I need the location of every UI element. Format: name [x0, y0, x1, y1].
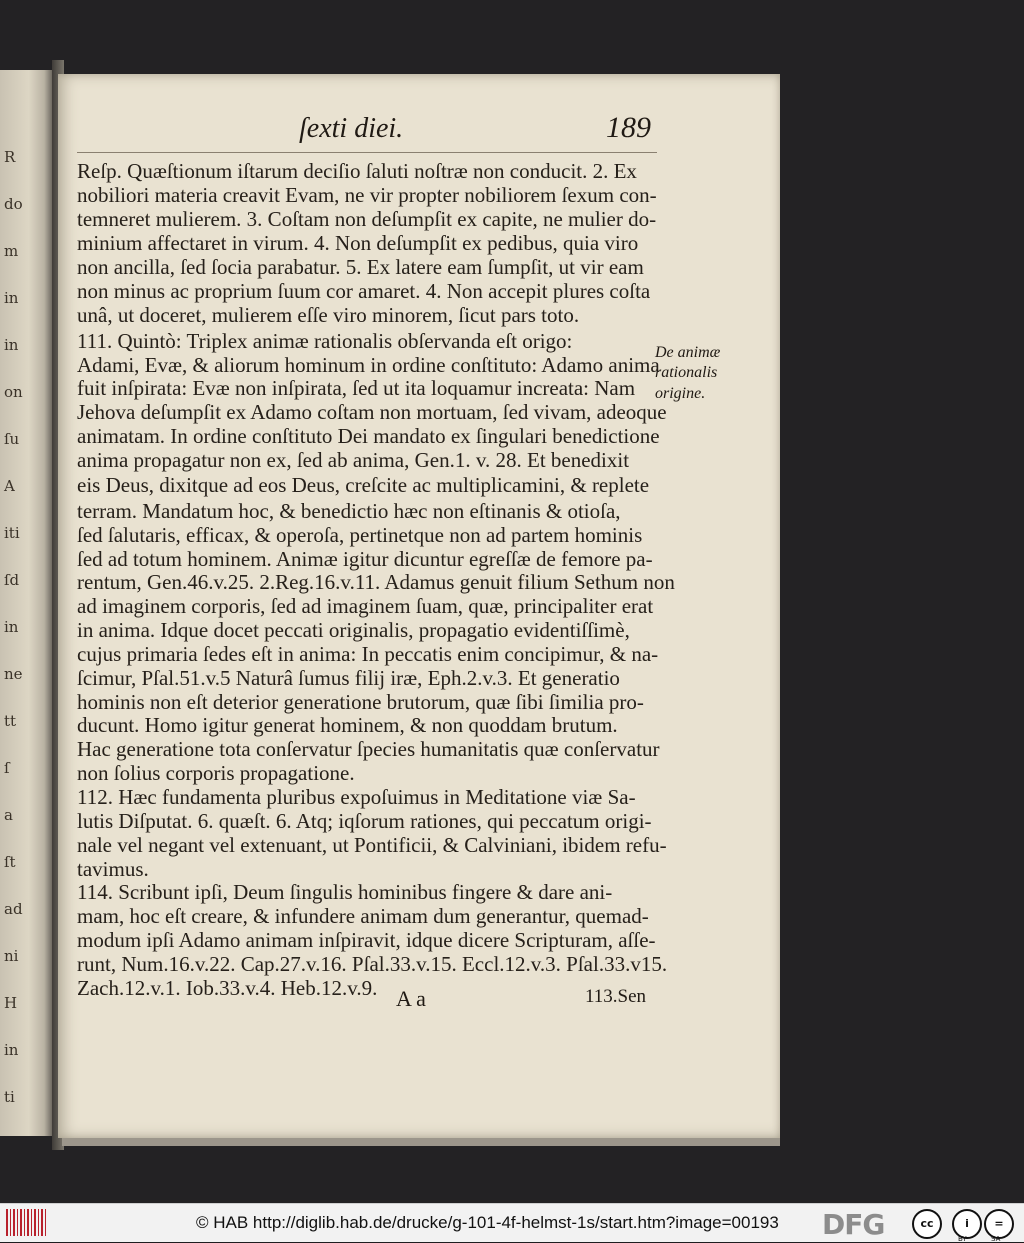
adjacent-page-text-fragment: in [4, 289, 19, 307]
share-alike-icon: = [984, 1209, 1014, 1239]
text-line: unâ, ut doceret, mulierem eſſe viro minorem, ſicut pars toto. [77, 303, 580, 327]
text-line: runt, Num.16.v.22. Cap.27.v.16. Pſal.33.v.15. Eccl.12.v.3. Pſal.33.v15. [77, 952, 668, 976]
text-line: 111. Quintò: Triplex animæ rationalis obſervanda eſt origo: [77, 329, 573, 353]
adjacent-page-text-fragment: tt [4, 712, 17, 730]
text-line: non ancilla, ſed ſocia parabatur. 5. Ex latere eam ſumpſit, ut vir eam [77, 255, 644, 279]
signature-mark: A a [396, 986, 426, 1011]
adjacent-page-text-fragment: in [4, 618, 19, 636]
adjacent-page-text-fragment: m [4, 242, 19, 260]
text-line: nale vel negant vel extenuant, ut Pontificii, & Calviniani, ibidem refu- [77, 833, 667, 857]
text-line: ſed ſalutaris, efficax, & operoſa, pertinetque non ad partem hominis [77, 523, 643, 547]
adjacent-page-text-fragment: ſu [4, 430, 20, 448]
text-line: anima propagatur non ex, ſed ab anima, Gen.1. v. 28. Et benedixit [77, 448, 630, 472]
text-line: fuit inſpirata: Evæ non inſpirata, ſed ut ita loquamur increata: Nam [77, 376, 636, 400]
cc-by-label: BY [958, 1235, 967, 1243]
text-line: Adami, Evæ, & aliorum hominum in ordine conſtituto: Adamo anima [77, 353, 660, 377]
text-line: ducunt. Homo igitur generat hominem, & non quoddam brutum. [77, 713, 618, 737]
adjacent-page-text-fragment: R [4, 148, 16, 166]
text-line: Hac generatione tota conſervatur ſpecies humanitatis quæ conſervatur [77, 737, 660, 761]
marginal-note-line: De animæ [655, 344, 721, 361]
text-line: ad imaginem corporis, ſed ad imaginem ſuam, quæ, principaliter erat [77, 594, 654, 618]
text-line: lutis Diſputat. 6. quæſt. 6. Atq; iqſorum rationes, qui peccatum origi- [77, 809, 652, 833]
text-line: ſed ad totum hominem. Animæ igitur dicuntur egreſſæ de femore pa- [77, 547, 653, 571]
adjacent-page-text-fragment: ad [4, 900, 23, 918]
cc-license-badge[interactable] [908, 1208, 1020, 1243]
text-line: 112. Hæc fundamenta pluribus expoſuimus in Meditatione viæ Sa- [77, 785, 636, 809]
text-line: rentum, Gen.46.v.25. 2.Reg.16.v.11. Adamus genuit filium Sethum non [77, 570, 675, 594]
adjacent-page-text-fragment: in [4, 1041, 19, 1059]
adjacent-page-text-fragment: ſt [4, 853, 16, 871]
running-head: ſexti diei. [299, 113, 404, 144]
text-line: hominis non eſt deterior generatione brutorum, quæ ſibi ſimilia pro- [77, 690, 644, 714]
adjacent-page-text-fragment: on [4, 383, 23, 401]
adjacent-page-text-fragment: A [4, 477, 15, 495]
text-line: Jehova deſumpſit ex Adamo coſtam non mortuam, ſed vivam, adeoque [77, 400, 667, 424]
cc-icon: cc [912, 1209, 942, 1239]
text-line: non minus ac proprium ſuum cor amaret. 4. Non accepit plures coſta [77, 279, 651, 303]
adjacent-page-text-fragment: do [4, 195, 23, 213]
adjacent-page-text-fragment: H [4, 994, 18, 1012]
adjacent-page-text-fragment: a [4, 806, 13, 824]
adjacent-page-text-fragment: iti [4, 524, 20, 542]
source-link[interactable]: © HAB http://diglib.hab.de/drucke/g-101-4f-helmst-1s/start.htm?image=00193 [196, 1213, 779, 1232]
text-line: terram. Mandatum hoc, & benedictio hæc non eſtinanis & otioſa, [77, 499, 621, 523]
page-edge-shadow [62, 1138, 780, 1146]
adjacent-page-text-fragment: in [4, 336, 19, 354]
text-line: eis Deus, dixitque ad eos Deus, creſcite ac multiplicamini, & replete [77, 473, 650, 497]
catchword: 113.Sen [585, 986, 647, 1007]
head-rule [77, 152, 657, 153]
text-line: temneret mulierem. 3. Coſtam non deſumpſit ex capite, ne mulier do- [77, 207, 657, 231]
text-line: nobiliori materia creavit Evam, ne vir propter nobiliorem ſexum con- [77, 183, 657, 207]
text-line: minium affectaret in virum. 4. Non deſumpſit ex pedibus, quia viro [77, 231, 639, 255]
text-line: animatam. In ordine conſtituto Dei mandato ex ſingulari benedictione [77, 424, 660, 448]
adjacent-page-edge [0, 70, 52, 1136]
text-line: ſcimur, Pſal.51.v.5 Naturâ ſumus filij iræ, Eph.2.v.3. Et generatio [77, 666, 620, 690]
adjacent-page-text-fragment: ſd [4, 571, 20, 589]
by-attribution-icon: i [952, 1209, 982, 1239]
cc-sa-label: SA [991, 1235, 1001, 1243]
text-line: non ſolius corporis propagatione. [77, 761, 355, 785]
text-line: mam, hoc eſt creare, & infundere animam dum generantur, quemad- [77, 904, 649, 928]
text-line: Zach.12.v.1. Iob.33.v.4. Heb.12.v.9. [77, 976, 378, 1000]
page-number: 189 [606, 111, 651, 144]
text-line: 114. Scribunt ipſi, Deum ſingulis hominibus fingere & dare ani- [77, 880, 613, 904]
text-line: cujus primaria ſedes eſt in anima: In peccatis enim concipimur, & na- [77, 642, 659, 666]
adjacent-page-text-fragment: ni [4, 947, 19, 965]
hab-barcode-icon[interactable] [6, 1209, 46, 1236]
text-line: tavimus. [77, 857, 149, 881]
text-line: Reſp. Quæſtionum iſtarum deciſio ſaluti noſtræ non conducit. 2. Ex [77, 159, 637, 183]
adjacent-page-text-fragment: ne [4, 665, 23, 683]
adjacent-page-text-fragment: ſ [4, 759, 10, 777]
text-line: in anima. Idque docet peccati originalis, propagatio evidentiſſimè, [77, 618, 630, 642]
marginal-note-line: rationalis [655, 364, 718, 381]
adjacent-page-text-fragment: ti [4, 1088, 15, 1106]
dfg-logo[interactable]: DFG [822, 1208, 885, 1241]
viewer-footer [0, 1203, 1024, 1242]
marginal-note-line: origine. [655, 385, 706, 402]
text-line: modum ipſi Adamo animam inſpiravit, idque dicere Scripturam, aſſe- [77, 928, 656, 952]
